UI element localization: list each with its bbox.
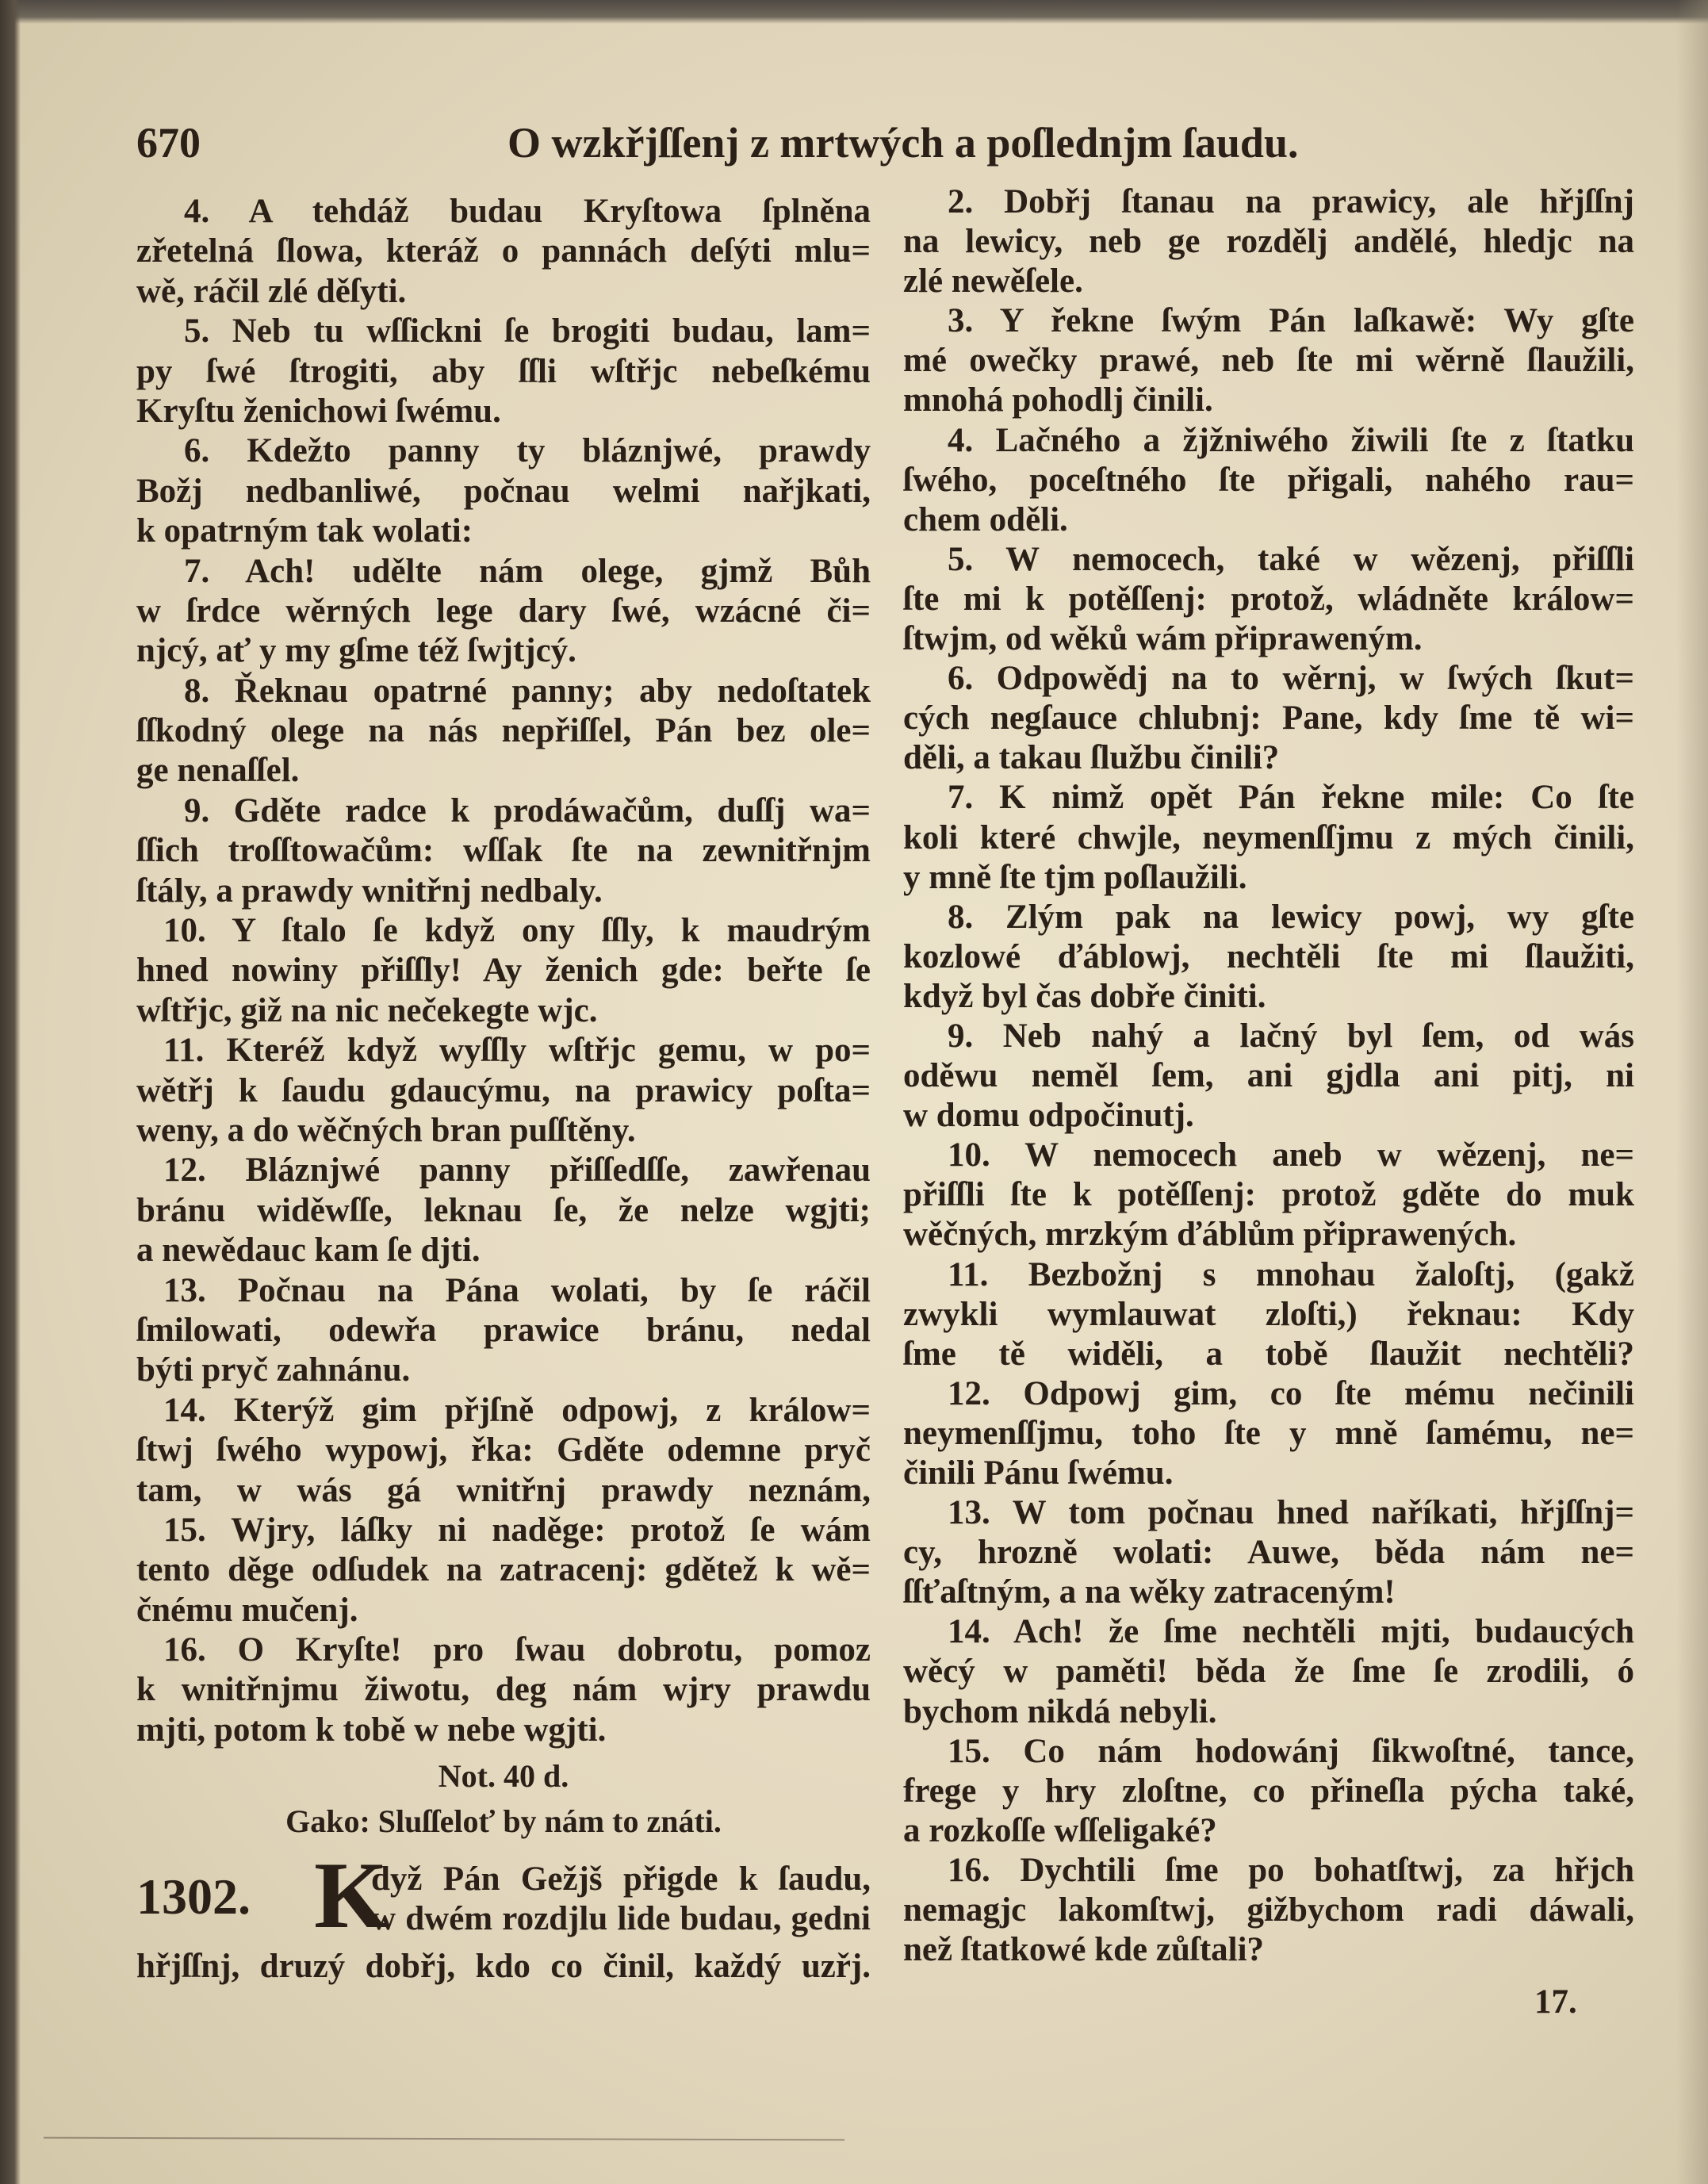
verse-11 [903,1255,1634,1374]
verse-line: 4. Lačného a žjžniwého žiwili ſte z ſtatku [948,421,1634,459]
verse-line: 7. Ach! udělte nám olege, gjmž Bůh [184,552,871,590]
verse-line: wſtřjc, giž na nic nečekegte wjc. [136,991,598,1029]
verse-line: kozlowé ďáblowj, nechtěli ſte mi ſlaužiti, [903,937,1634,975]
hymn-line: w dwém rozdjlu lide budau, gedni [371,1900,871,1937]
verse-line: přiſſli ſte k potěſſenj: protož gděte do muk [903,1176,1634,1214]
verse-line: 3. Y řekne ſwým Pán laſkawě: Wy gſte [948,302,1634,340]
verse-13 [136,1271,871,1391]
verse-4 [136,192,871,312]
hymn-line: dyž Pán Gežjš přigde k ſaudu, [371,1860,871,1898]
verse-line: čnému mučenj. [136,1591,358,1629]
verse-8 [903,898,1634,1017]
verse-line: 8. Zlým pak na lewicy powj, wy gſte [948,898,1634,936]
verse-line: 16. Dychtili ſme po bohatſtwj, za hřjch [948,1851,1634,1889]
verse-10 [136,911,871,1031]
verse-2 [903,182,1634,301]
verse-line: 15. Co nám hodowánj ſikwoſtné, tance, [948,1732,1634,1770]
left-column [136,192,871,1750]
scan-pencil-line [44,2137,844,2141]
verse-line: wěčných, mrzkým ďáblům připrawených. [903,1216,1517,1254]
verse-line: oděwu neměl ſem, ani gjdla ani pitj, ni [903,1057,1634,1095]
verse-line: mé owečky prawé, neb ſte mi wěrně ſlaužili, [903,342,1634,380]
verse-line: mnohá pohodlj činili. [903,381,1213,420]
verse-line: weny, a do wěčných bran puſſtěny. [136,1111,636,1149]
verse-line: zwykli wymlauwat zloſti,) řeknau: Kdy [903,1295,1634,1333]
verse-line: ſtwjm, od wěků wám připraweným. [903,620,1423,658]
hymn-number: 1302. [136,1868,251,1925]
verse-line: 10. Y ſtalo ſe když ony ſſly, k maudrým [163,912,871,950]
verse-line: ſſich troſſtowačům: wſſak ſte na zewnitřnjm [136,832,871,870]
verse-line: ſſkodný olege na nás nepřiſſel, Pán bez ole= [136,712,871,750]
verse-line: w domu odpočinutj. [903,1097,1194,1135]
verse-8 [136,672,871,791]
verse-line: 10. W nemocech aneb w wězenj, ne= [948,1136,1634,1174]
verse-12 [136,1151,871,1270]
verse-line: děli, a takau ſlužbu činili? [903,739,1280,777]
verse-line: cých negſauce chlubnj: Pane, kdy ſme tě wi= [903,699,1634,738]
tune-melody: Gako: Sluſſeloť by nám to znáti. [285,1803,722,1839]
verse-line: zlé newěſele. [903,262,1083,301]
verse-line: na lewicy, neb ge rozdělj andělé, hledjc na [903,223,1634,261]
verse-line: činili Pánu ſwému. [903,1454,1174,1492]
drop-cap-initial: K [314,1842,389,1948]
verse-7 [903,778,1634,897]
verse-line: než ſtatkowé kde zůſtali? [903,1931,1265,1969]
verse-line: 8. Řeknau opatrné panny; aby nedoſtatek [184,672,871,710]
verse-14 [903,1612,1634,1731]
verse-line: frege y hry zloſtne, co přineſla pýcha také, [903,1772,1634,1810]
verse-line: ſtály, a prawdy wnitřnj nedbaly. [136,872,603,910]
verse-line: 6. Odpowědj na to wěrnj, w ſwých ſkut= [948,660,1634,698]
verse-5 [136,312,871,431]
verse-line: Kryſtu ženichowi ſwému. [136,392,501,430]
verse-line: 15. Wjry, láſky ni naděge: protož ſe wám [163,1511,871,1549]
verse-line: koli které chwjle, neymenſſjmu z mých činili, [903,818,1634,856]
scan-edge-right [1676,0,1708,2184]
verse-10 [903,1136,1634,1255]
verse-line: ſwého, poceſtného ſte přigali, nahého rau= [903,461,1634,499]
verse-line: bránu widěwſſe, leknau ſe, že nelze wgjti; [136,1191,871,1229]
verse-6 [903,659,1634,778]
verse-13 [903,1493,1634,1612]
verse-line: ſte mi k potěſſenj: protož, wládněte králow= [903,580,1634,618]
verse-line: tento děge odſudek na zatracenj: gdětež k wě= [136,1551,871,1589]
verse-line: mjti, potom k tobě w nebe wgjti. [136,1711,607,1749]
verse-line: 12. Bláznjwé panny přiſſedſſe, zawřenau [163,1151,871,1190]
verse-line: 11. Kteréž když wyſſly wſtřjc gemu, w po= [163,1032,871,1070]
verse-line: w ſrdce wěrných lege dary ſwé, wzácné či= [136,592,871,630]
verse-line: 16. O Kryſte! pro ſwau dobrotu, pomoz [163,1631,871,1669]
verse-3 [903,301,1634,420]
verse-line: ſſťaſtným, a na wěky zatraceným! [903,1573,1396,1611]
verse-line: 2. Dobřj ſtanau na prawicy, ale hřjſſnj [948,183,1634,220]
verse-15 [136,1511,871,1630]
verse-12 [903,1374,1634,1493]
verse-5 [903,540,1634,659]
verse-line: 14. Ach! že ſme nechtěli mjti, budaucých [948,1613,1634,1651]
verse-line: wěcý w paměti! běda že ſme ſe zrodili, ó [903,1653,1634,1691]
verse-line: nemagjc lakomſtwj, gižbychom radi dáwali, [903,1891,1634,1929]
verse-line: 7. K nimž opět Pán řekne mile: Co ſte [948,779,1634,817]
verse-4 [903,421,1634,540]
verse-6 [136,431,871,551]
verse-line: chem oděli. [903,500,1068,538]
page-number: 670 [136,119,201,167]
verse-line: 4. A tehdáž budau Kryſtowa ſplněna [184,193,871,230]
verse-line: když byl čas dobře činiti. [903,977,1266,1015]
verse-11 [136,1031,871,1151]
verse-line: njcý, ať y my gſme též ſwjtjcý. [136,632,576,670]
verse-line: 12. Odpowj gim, co ſte mému nečinili [948,1374,1634,1412]
verse-line: 13. W tom počnau hned naříkati, hřjſſnj= [948,1494,1634,1532]
verse-9 [903,1017,1634,1136]
verse-15 [903,1732,1634,1851]
right-column [903,182,1634,1970]
tune-note: Not. 40 d. [438,1758,569,1794]
verse-line: bychom nikdá nebyli. [903,1692,1217,1730]
verse-line: ſme tě widěli, a tobě ſlaužit nechtěli? [903,1335,1634,1373]
verse-line: neymenſſjmu, toho ſte y mně ſamému, ne= [903,1414,1634,1452]
verse-line: 9. Gděte radce k prodáwačům, duſſj wa= [184,791,871,830]
verse-line: y mně ſte tjm poſlaužili. [903,858,1247,896]
verse-line: py ſwé ſtrogiti, aby ſſli wſtřjc nebeſkému [136,352,871,390]
verse-7 [136,552,871,672]
verse-line: k opatrným tak wolati: [136,512,473,550]
verse-line: 6. Kdežto panny ty bláznjwé, prawdy [184,432,871,470]
verse-line: 9. Neb nahý a lačný byl ſem, od wás [948,1017,1634,1055]
verse-line: wě, ráčil zlé děſyti. [136,272,407,310]
verse-line: 5. Neb tu wſſickni ſe brogiti budau, lam= [184,312,871,351]
scan-edge-top [0,0,1708,24]
verse-line: ſmilowati, odewřa prawice bránu, nedal [136,1311,871,1349]
running-title: O wzkřjſſenj z mrtwých a poſlednjm ſaudu. [507,119,1299,167]
verse-line: cy, hrozně wolati: Auwe, běda nám ne= [903,1534,1634,1572]
verse-line: wětřj k ſaudu gdaucýmu, na prawicy poſta= [136,1071,871,1109]
verse-14 [136,1391,871,1511]
verse-line: 13. Počnau na Pána wolati, by ſe ráčil [163,1271,871,1309]
verse-line: býti pryč zahnánu. [136,1351,411,1389]
verse-line: tam, w wás gá wnitřnj prawdy neznám, [136,1471,871,1509]
verse-line: Božj nedbanliwé, počnau welmi nařjkati, [136,472,871,510]
verse-line: k wnitřnjmu žiwotu, deg nám wjry prawdu [136,1671,871,1709]
verse-line: ſtwj ſwého wypowj, řka: Gděte odemne pryč [136,1431,871,1469]
verse-line: 11. Bezbožnj s mnohau žaloſtj, (gakž [948,1255,1634,1293]
scan-edge-left [0,0,21,2184]
hymn-line: hřjſſnj, druzý dobřj, kdo co činil, každý uzřj. [136,1948,871,1985]
verse-line: hned nowiny přiſſly! Ay ženich gde: beřte ſe [136,952,871,990]
verse-16 [903,1851,1634,1970]
verse-line: a rozkoſſe wſſeligaké? [903,1811,1217,1849]
verse-line: ge nenaſſel. [136,752,300,790]
verse-line: a newědauc kam ſe djti. [136,1232,481,1270]
catchword: 17. [1534,1983,1577,2021]
verse-16 [136,1630,871,1750]
verse-line: zřetelná ſlowa, kteráž o pannách deſýti mlu= [136,232,871,270]
verse-9 [136,791,871,911]
verse-line: 5. W nemocech, také w wězenj, přiſſli [948,540,1634,578]
verse-line: 14. Kterýž gim přjſně odpowj, z králow= [163,1391,871,1429]
